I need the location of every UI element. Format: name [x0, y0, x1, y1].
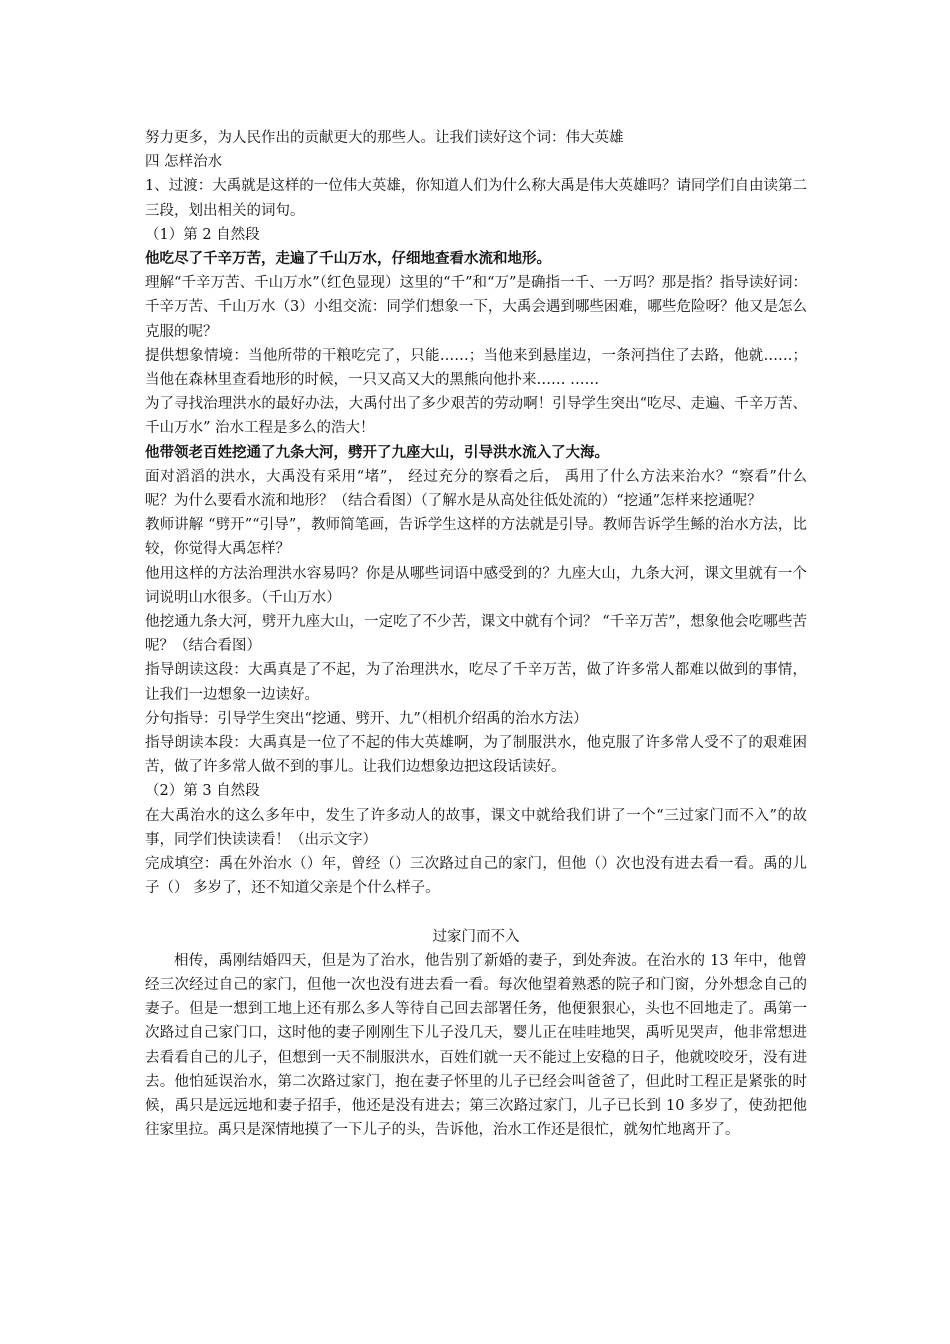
paragraph-transition: 1、过渡：大禹就是这样的一位伟大英雄，你知道人们为什么称大禹是伟大英雄吗？请同学们自由读第二三段，划出相关的词句。	[145, 178, 807, 219]
paragraph-effort: 为了寻找治理洪水的最好办法，大禹付出了多少艰苦的劳动啊！引导学生突出“吃尽、走遍、千辛万苦、千山万水” 治水工程是多么的浩大！	[145, 396, 807, 437]
paragraph-intro: 努力更多，为人民作出的贡献更大的那些人。让我们读好这个词：伟大英雄	[145, 130, 624, 146]
subsection-heading-2: （2）第 3 自然段	[145, 783, 260, 800]
document-page	[145, 126, 807, 1142]
paragraph-fill-blank: 完成填空：禹在外治水（）年，曾经（）三次路过自己的家门，但他（）次也没有进去看一看。禹的儿子（） 多岁了，还不知道父亲是个什么样子。	[145, 856, 807, 897]
paragraph-sentence-guide: 分句指导：引导学生突出“挖通、劈开、九”（相机介绍禹的治水方法）	[145, 710, 588, 727]
paragraph-method: 面对滔滔的洪水，大禹没有采用“堵”， 经过充分的察看之后， 禹用了什么方法来治水？“察看”什么呢？为什么要看水流和地形？（结合看图）（了解水是从高处往低处流的）“挖通”怎样来挖通呢？	[145, 468, 807, 510]
subsection-heading-1: （1）第 2 自然段	[145, 226, 260, 243]
paragraph-hardship: 他挖通九条大河，劈开九座大山，一定吃了不少苦，课文中就有个词？ “千辛万苦”，想象他会吃哪些苦呢？（结合看图）	[145, 614, 807, 655]
story-title: 过家门而不入	[432, 928, 520, 945]
bold-quote-2: 他带领老百姓挖通了九条大河，劈开了九座大山，引导洪水流入了大海。	[145, 443, 609, 461]
blank-line	[145, 901, 807, 925]
paragraph-imagine: 提供想象情境：当他所带的干粮吃完了，只能……；当他来到悬崖边，一条河挡住了去路，他就……； 当他在森林里查看地形的时候，一只又高又大的黑熊向他扑来…… ……	[145, 347, 807, 389]
paragraph-story-intro: 在大禹治水的这么多年中，发生了许多动人的故事，课文中就给我们讲了一个“三过家门而不入”的故事，同学们快读读看！（出示文字）	[145, 807, 807, 848]
paragraph-understand: 理解“千辛万苦、千山万水”（红色显现）这里的“千”和“万”是确指一千、一万吗？那是指？指导读好词：千辛万苦、千山万水（3）小组交流：同学们想象一下，大禹会遇到哪些困难，哪些危险呀？他又是怎么克服的呢？	[145, 275, 807, 340]
section-heading: 四 怎样治水	[145, 154, 223, 171]
paragraph-teacher: 教师讲解 “劈开”“引导”，教师简笔画，告诉学生这样的方法就是引导。教师告诉学生鲧的治水方法，比较，你觉得大禹怎样？	[145, 517, 807, 558]
story-text: 相传，禹刚结婚四天，但是为了治水，他告别了新婚的妻子，到处奔波。在治水的 13 年中，他曾经三次经过自己的家门，但他一次也没有进去看一看。每次他望着熟悉的院子和门窗，分外想念自己的妻子。但是一想到工地上还有那么多人等待自己回去部署任务，他便狠狠心，头也不回地走了。禹第一次路过自己家门口，这时他的妻子刚刚生下儿子没几天，婴儿正在哇哇地哭，禹听见哭声，他非常想进去看看自己的儿子，但想到一天不制服洪水，百姓们就一天不能过上安稳的日子，他就咬咬牙，没有进去。他怕延误治水，第二次路过家门，抱在妻子怀里的儿子已经会叫爸爸了，但此时工程正是紧张的时候，禹只是远远地和妻子招手，他还是没有进去；第三次路过家门，儿子已长到 10 多岁了，使劲把他往家里拉。禹只是深情地摸了一下儿子的头，告诉他，治水工作还是很忙，就匆忙地离开了。	[145, 952, 807, 1139]
paragraph-reading-section: 指导朗读本段：大禹真是一位了不起的伟大英雄啊，为了制服洪水，他克服了许多常人受不了的艰难困苦，做了许多常人做不到的事儿。让我们边想象边把这段话读好。	[145, 735, 807, 776]
bold-quote-1: 他吃尽了千辛万苦，走遍了千山万水，仔细地查看水流和地形。	[145, 250, 551, 268]
paragraph-question: 他用这样的方法治理洪水容易吗？你是从哪些词语中感受到的？九座大山，九条大河，课文里就有一个词说明山水很多。（千山万水）	[145, 565, 807, 606]
paragraph-reading: 指导朗读这段：大禹真是了不起，为了治理洪水，吃尽了千辛万苦，做了许多常人都难以做到的事情，让我们一边想象一边读好。	[145, 662, 807, 703]
